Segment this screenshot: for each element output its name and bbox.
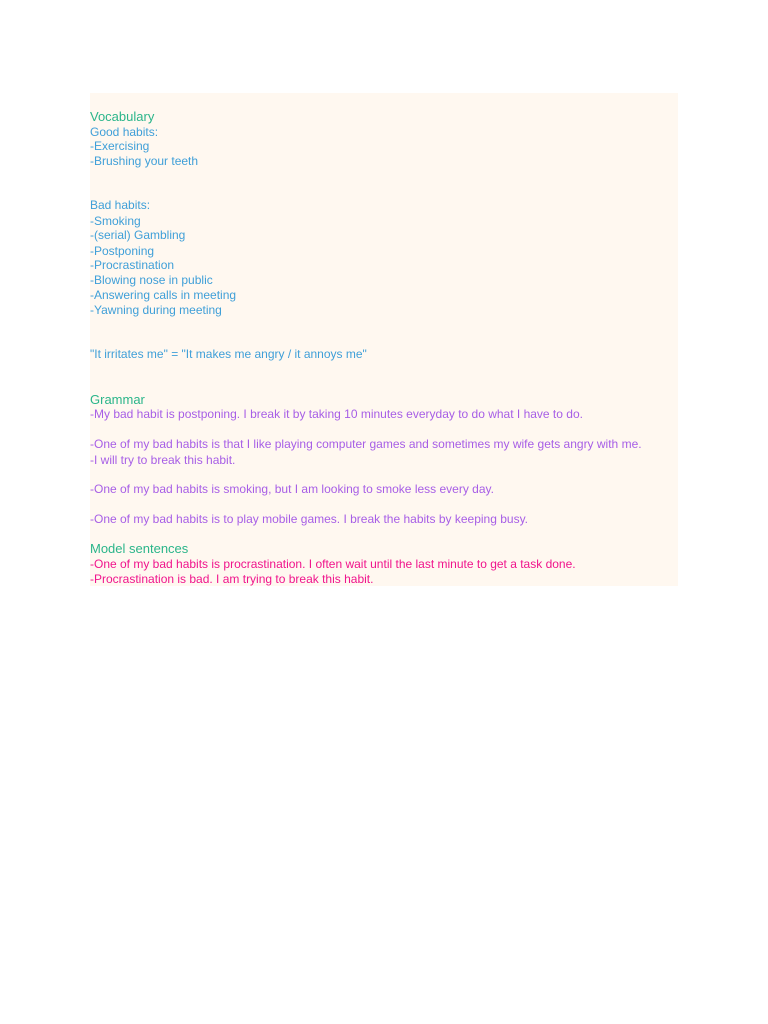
bad-habit-item: -Blowing nose in public	[90, 273, 213, 287]
bad-habit-item: -Postponing	[90, 244, 155, 258]
bad-habit-item: -Procrastination	[90, 258, 175, 272]
notes-box	[90, 93, 678, 586]
irritates-phrase: "It irritates me" = "It makes me angry / it annoys me"	[90, 347, 367, 361]
good-habits-title: Good habits:	[90, 125, 159, 139]
bad-habit-item: -Smoking	[90, 214, 141, 228]
model-sentence: -One of my bad habits is procrastination. I often wait until the last minute to get a task done.	[90, 557, 576, 571]
bad-habit-item: -Answering calls in meeting	[90, 288, 237, 302]
grammar-line: -One of my bad habits is to play mobile games. I break the habits by keeping busy.	[90, 512, 529, 526]
good-habit-item: -Brushing your teeth	[90, 154, 199, 168]
model-sentences-heading: Model sentences	[90, 541, 189, 556]
grammar-heading: Grammar	[90, 392, 145, 407]
grammar-line: -One of my bad habits is that I like playing computer games and sometimes my wife gets angry with me.	[90, 437, 642, 451]
grammar-line: -One of my bad habits is smoking, but I am looking to smoke less every day.	[90, 482, 494, 496]
bad-habit-item: -Yawning during meeting	[90, 303, 222, 317]
grammar-line: -I will try to break this habit.	[90, 453, 236, 467]
bad-habits-title: Bad habits:	[90, 198, 151, 212]
bad-habit-item: -(serial) Gambling	[90, 228, 186, 242]
model-sentence: -Procrastination is bad. I am trying to break this habit.	[90, 572, 374, 586]
grammar-line: -My bad habit is postponing. I break it by taking 10 minutes everyday to do what I have to do.	[90, 407, 583, 421]
good-habit-item: -Exercising	[90, 139, 150, 153]
vocabulary-heading: Vocabulary	[90, 109, 155, 124]
